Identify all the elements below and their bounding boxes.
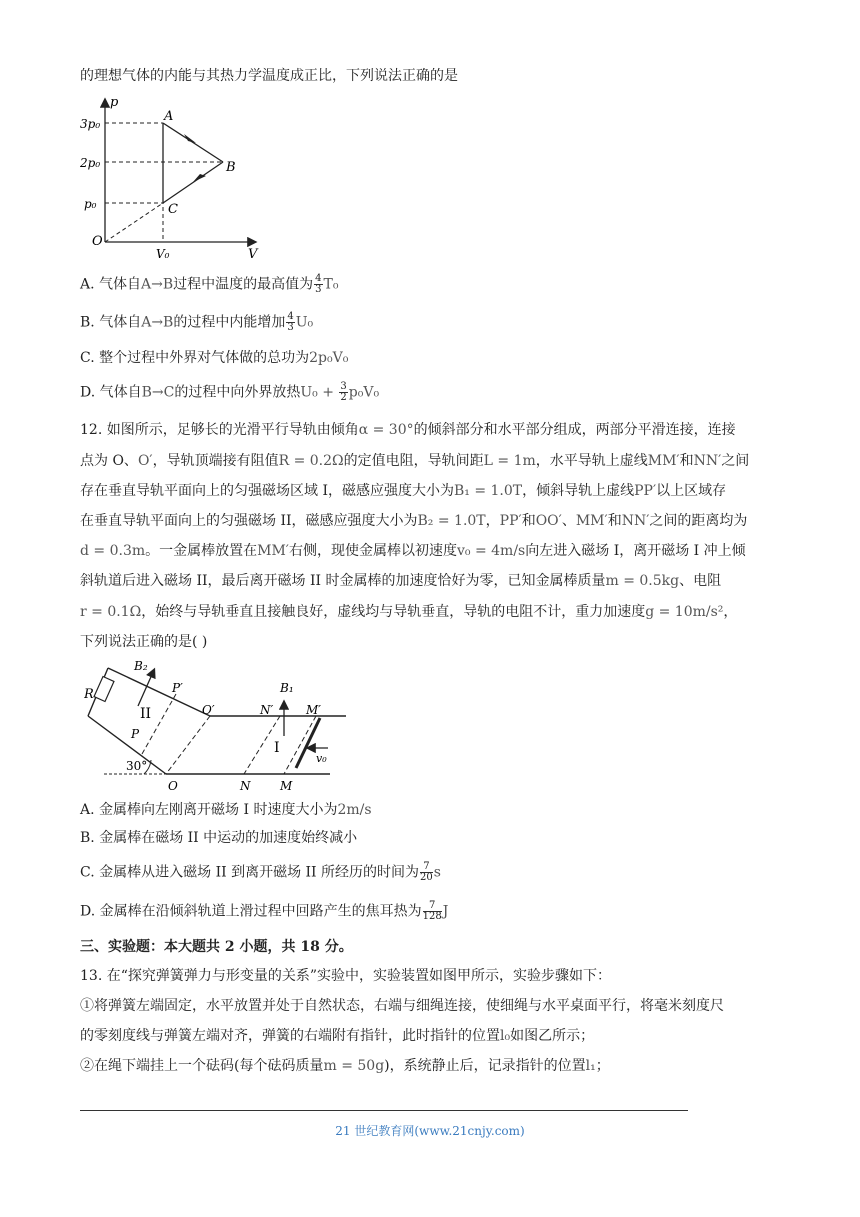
q11-option-d: D. 气体自B→C的过程中向外界放热U₀ + $\frac{3}{2}$ p₀V₀ — [80, 381, 380, 403]
q13-line-2: ①将弹簧左端固定，水平放置并处于自然状态，右端与细绳连接，使细绳与水平桌面平行，将毫米刻度尺 — [80, 998, 724, 1014]
label-o-prime: O′ — [202, 703, 215, 717]
q12-option-d: D. 金属棒在沿倾斜轨道上滑过程中回路产生的焦耳热为 $\frac{7}{128}$ J — [80, 900, 449, 922]
q11-option-a: A. 气体自A→B过程中温度的最高值为 $\frac{4}{3}$ T₀ — [80, 273, 339, 295]
footer-divider — [80, 1110, 688, 1111]
label-region-ii: II — [140, 706, 152, 722]
label-r: R — [84, 687, 94, 702]
footer-link[interactable]: 21 世纪教育网(www.21cnjy.com) — [335, 1124, 525, 1138]
tick-p0: p₀ — [84, 197, 97, 211]
q13-line-4: ②在绳下端挂上一个砝码(每个砝码质量m = 50g)，系统静止后，记录指针的位置l₁； — [80, 1058, 610, 1074]
label-m-prime: M′ — [306, 703, 322, 717]
tick-3p0: 3p₀ — [80, 117, 101, 131]
q12-line-6: 斜轨道后进入磁场 II，最后离开磁场 II 时金属棒的加速度恰好为零，已知金属棒质量m = 0.5kg、电阻 — [80, 573, 722, 589]
section-heading: 三、实验题：本大题共 2 小题，共 18 分。 — [80, 939, 353, 955]
intro-line: 的理想气体的内能与其热力学温度成正比，下列说法正确的是 — [80, 68, 458, 84]
label-b1: B₁ — [280, 681, 294, 695]
q12-line-3: 存在垂直导轨平面向上的匀强磁场区域 I，磁感应强度大小为B₁ = 1.0T，倾斜导轨上虚线PP′以上区域存 — [80, 483, 727, 499]
axis-p-label: p — [110, 95, 119, 110]
pv-diagram — [80, 92, 260, 264]
point-b: B — [226, 160, 236, 175]
label-angle: 30° — [126, 759, 148, 773]
label-b2: B₂ — [134, 659, 148, 673]
label-n-prime: N′ — [260, 703, 274, 717]
q11-option-c: C. 整个过程中外界对气体做的总功为2p₀V₀ — [80, 350, 349, 366]
q11-option-b: B. 气体自A→B的过程中内能增加 $\frac{4}{3}$ U₀ — [80, 311, 314, 333]
label-o: O — [168, 779, 178, 792]
rail-diagram — [84, 656, 356, 792]
q12-option-b: B. 金属棒在磁场 II 中运动的加速度始终减小 — [80, 830, 358, 846]
label-v0: v₀ — [316, 752, 327, 765]
q13-line-1: 13. 在“探究弹簧弹力与形变量的关系”实验中，实验装置如图甲所示，实验步骤如下： — [80, 968, 612, 984]
q12-line-8: 下列说法正确的是( ) — [80, 634, 208, 650]
q12-option-a: A. 金属棒向左刚离开磁场 I 时速度大小为2m/s — [80, 802, 372, 818]
q12-line-2: 点为 O、O′，导轨顶端接有阻值R = 0.2Ω的定值电阻，导轨间距L = 1m，水平导轨上虚线MM′和NN′之间 — [80, 453, 750, 469]
label-p-prime: P′ — [172, 681, 183, 695]
label-region-i: I — [274, 740, 280, 756]
q12-line-1: 12. 如图所示，足够长的光滑平行导轨由倾角α = 30°的倾斜部分和水平部分组成，两部分平滑连接，连接 — [80, 422, 736, 438]
point-c: C — [168, 202, 178, 217]
label-n: N — [240, 779, 251, 792]
axis-v-label: V — [248, 247, 258, 262]
label-p: P — [131, 727, 140, 741]
point-a: A — [164, 109, 174, 124]
tick-v0: V₀ — [156, 247, 170, 261]
q12-line-5: d = 0.3m。一金属棒放置在MM′右侧，现使金属棒以初速度v₀ = 4m/s向左进入磁场 I，离开磁场 I 冲上倾 — [80, 543, 746, 559]
tick-2p0: 2p₀ — [80, 156, 101, 170]
q12-option-c: C. 金属棒从进入磁场 II 到离开磁场 II 所经历的时间为 $\frac{7}{20}$ s — [80, 861, 441, 883]
origin-label: O — [92, 234, 103, 249]
q13-line-3: 的零刻度线与弹簧左端对齐，弹簧的右端附有指针，此时指针的位置l₀如图乙所示； — [80, 1028, 595, 1044]
q12-line-7: r = 0.1Ω，始终与导轨垂直且接触良好，虚线均与导轨垂直，导轨的电阻不计，重力加速度g = 10m/s²， — [80, 604, 738, 620]
q12-line-4: 在垂直导轨平面向上的匀强磁场 II，磁感应强度大小为B₂ = 1.0T，PP′和OO′、MM′和NN′之间的距离均为 — [80, 513, 748, 529]
label-m: M — [280, 779, 293, 792]
